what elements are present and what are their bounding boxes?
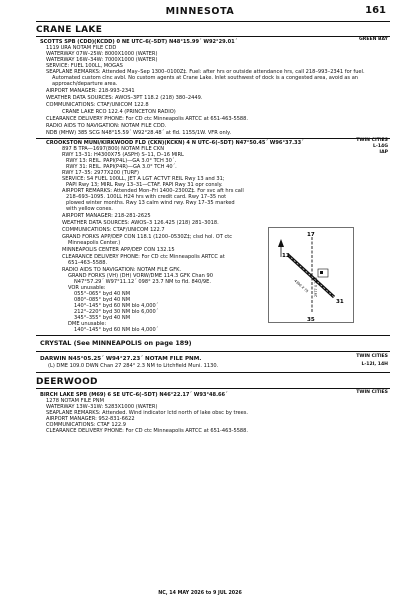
clearance-line: CLEARANCE DELIVERY PHONE: For CD ctc Minneapolis ARTCC at 651-463-5588. xyxy=(46,428,249,434)
weather-line: WEATHER DATA SOURCES: AWOS–3 126.425 (218) 281–3018. xyxy=(62,220,219,226)
vor-unusable-line: 080°–085° byd 40 NM xyxy=(74,297,131,303)
crystal-entry: CRYSTAL (See MINNEAPOLIS on page 189) xyxy=(40,339,192,347)
vor-unusable-line: VOR unusable: xyxy=(68,285,106,291)
city-heading-crane-lake: CRANE LAKE xyxy=(36,25,103,35)
clearance-line: 651–463–5588. xyxy=(68,260,108,266)
runway-end-line: RWY 13: REIL. PAPI(P4L)—GA 3.0° TCH 30´. xyxy=(66,158,177,164)
service-line: SERVICE: FUEL 100LL, MOGAS xyxy=(46,63,123,69)
approach-line: Minneapolis Center.) xyxy=(68,240,121,246)
chart-tag-twin-cities: TWIN CITIES xyxy=(356,138,388,143)
clearance-line: CLEARANCE DELIVERY PHONE: For CD ctc Minneapolis ARTCC at xyxy=(62,254,225,260)
state-title: MINNESOTA xyxy=(165,6,235,17)
remarks-line: plowed winter months. Rwy 13 calm wind rwy. Rwy 17–35 marked xyxy=(66,200,235,206)
clearance-line: CLEARANCE DELIVERY PHONE: For CD ctc Minneapolis ARTCC at 651-463-5588. xyxy=(46,116,249,122)
ndb-line: NDB (MHW) 385 SCG N48°15.59´ W92°28.48´ at fld. 1155/1W. VFR only. xyxy=(46,130,232,136)
navaid-line: RADIO AIDS TO NAVIGATION: NOTAM FILE GFK. xyxy=(62,267,182,273)
remarks-line: SEAPLANE REMARKS: Attended May–Sep 1300–0100Z‡. Fuel: after hrs or outside attendance hrs, call 218–993–2341 for fuel. xyxy=(46,69,365,75)
runway-line: RWY 13–31: H4300X75 (ASPH) S–11, D–16 MIRL xyxy=(62,152,184,158)
manager-line: AIRPORT MANAGER: 218-993-2341 xyxy=(46,88,135,94)
dme-unusable-line: DME unusable: xyxy=(68,321,107,327)
section-rule xyxy=(36,372,390,373)
weather-line: WEATHER DATA SOURCES: AWOS–3PT 118.2 (218) 380–2449. xyxy=(46,95,203,101)
airport-title-birch-lake: BIRCH LAKE SPB (M69) 6 SE UTC–6(–5DT) N46°22.17´ W93°48.66´ xyxy=(40,392,228,398)
elevation-line: 1119 URA NOTAM FILE CDD xyxy=(46,45,117,51)
section-rule xyxy=(36,351,390,352)
rwy-17-label: 17 xyxy=(307,232,315,238)
rwy-35-label: 35 xyxy=(307,317,315,323)
remarks-line: SEAPLANE REMARKS: Attended. Wind indicator lctd north of lake obsc by trees. xyxy=(46,410,248,416)
airport-title-scotts-spb: SCOTTS SPB (CDD)(KCDD) 0 NE UTC–6(–5DT) N48°15.99´ W92°29.01´ xyxy=(40,39,238,45)
waterway-line: WATERWAY 13W–31W: 5283X1000 (WATER) xyxy=(46,404,158,410)
chart-tag-l14g: L-14G xyxy=(373,144,388,149)
remarks-line: with yellow cones. xyxy=(66,206,113,212)
vor-line: N47°57.29´ W97°11.12´ 098° 23.7 NM to fld. 840/9E. xyxy=(74,279,212,285)
communications-line: COMMUNICATIONS: CTAF/UNICOM 122.7 xyxy=(62,227,165,233)
communications-line: COMMUNICATIONS: CTAF/UNICOM 122.8 xyxy=(46,102,149,108)
vor-unusable-line: 140°–145° byd 60 NM blo 4,000´ xyxy=(74,303,159,309)
chart-tag-twin-cities: TWIN CITIES xyxy=(356,390,388,395)
waterway-line: WATERWAY 07W–25W: 8000X1000 (WATER) xyxy=(46,51,158,57)
darwin-entry: DARWIN N45°05.25´ W94°27.23´ NOTAM FILE PNM. xyxy=(40,356,202,362)
chart-tag-green-bay: GREEN BAY xyxy=(359,37,388,42)
center-line: MINNEAPOLIS CENTER APP/DEP CON 132.15 xyxy=(62,247,175,253)
elevation-line: 897 B TPA—1697(800) NOTAM FILE CKN xyxy=(62,146,165,152)
rwy-13-label: 13 xyxy=(282,253,290,259)
communications-line: COMMUNICATIONS: CTAF 122.9 xyxy=(46,422,126,428)
runway-line: RWY 17–35: 2977X200 (TURF) xyxy=(62,170,140,176)
section-rule xyxy=(36,388,390,389)
service-line: SERVICE: S4 FUEL 100LL, JET A LGT ACTVT REIL Rwy 13 and 31; xyxy=(62,176,225,182)
rwy-31-label: 31 xyxy=(336,299,344,305)
manager-line: AIRPORT MANAGER: 218-281-2625 xyxy=(62,213,151,219)
approach-line: GRAND FORKS APP/DEP CON 118.1 (1200–0530Z‡; clsd hol. OT ctc xyxy=(62,234,233,240)
runway-end-line: RWY 31: REIL. PAPI(P4R)—GA 3.0° TCH 40´. xyxy=(66,164,177,170)
section-rule xyxy=(36,138,390,139)
airport-diagram xyxy=(268,227,354,323)
waterway-line: WATERWAY 16W–34W: 7000X1000 (WATER) xyxy=(46,57,158,63)
hangar-icon xyxy=(320,271,323,274)
section-rule xyxy=(36,335,390,336)
dme-unusable-line: 140°–145° byd 60 NM blo 4,000´ xyxy=(74,327,159,333)
service-line: PAPI Rwy 13; MIRL Rwy 13–31—CTAF. PAPI Rwy 31 opr consly. xyxy=(66,182,223,188)
header-rule xyxy=(36,21,390,22)
chart-tag-iap: IAP xyxy=(379,150,388,155)
manager-line: AIRPORT MANAGER: 952-831-6622 xyxy=(46,416,135,422)
rwy-17-35-dimensions: 2977 X 200 xyxy=(314,277,318,297)
vor-unusable-line: 345°–355° byd 40 NM xyxy=(74,315,131,321)
remarks-line: 218–693–1095. 100LL H24 hrs with credit card. Rwy 17–35 not xyxy=(66,194,227,200)
darwin-dme-line: (L) DME 109.0 DWN Chan 27 284° 2.3 NM to Litchfield Muni. 1130. xyxy=(48,363,219,369)
section-rule xyxy=(36,36,390,37)
vor-line: GRAND FORKS (VH) (DH) VORW/DME 114.3 GFK Chan 90 xyxy=(68,273,213,279)
effective-dates-footer: NC, 14 MAY 2026 to 9 JUL 2026 xyxy=(158,591,242,596)
rwy-13-31-dimensions: 4300 X 75 xyxy=(293,278,309,294)
city-heading-deerwood: DEERWOOD xyxy=(36,377,98,387)
airport-title-crookston: CROOKSTON MUNI/KIRKWOOD FLD (CKN)(KCKN) 4 N UTC–6(–5DT) N47°50.45´ W96°37.33´ xyxy=(46,140,304,146)
navaid-line: RADIO AIDS TO NAVIGATION: NOTAM FILE CDD. xyxy=(46,123,167,129)
vor-unusable-line: 212°–220° byd 30 NM blo 6,000´ xyxy=(74,309,159,315)
page-header xyxy=(0,0,400,22)
page-number: 161 xyxy=(365,5,386,16)
elevation-line: 1278 NOTAM FILE PNM xyxy=(46,398,105,404)
chart-tag-l12i: L-12I, 14H xyxy=(361,362,388,367)
north-arrow-icon xyxy=(278,239,284,247)
vor-unusable-line: 055°–065° byd 40 NM xyxy=(74,291,131,297)
rco-line: CRANE LAKE RCO 122.4 (PRINCETON RADIO) xyxy=(62,109,176,115)
remarks-line: AIRPORT REMARKS: Attended Mon–Fri 1400–2300Z‡. For svc aft hrs call xyxy=(62,188,244,194)
chart-tag-twin-cities: TWIN CITIES xyxy=(356,354,388,359)
remarks-line: Automated custom clnc avbl. No custom agents at Crane Lake. Inlet southwest of dock is a congested area, avoid as an xyxy=(52,75,359,81)
remarks-line: approach/departure area. xyxy=(52,81,118,87)
